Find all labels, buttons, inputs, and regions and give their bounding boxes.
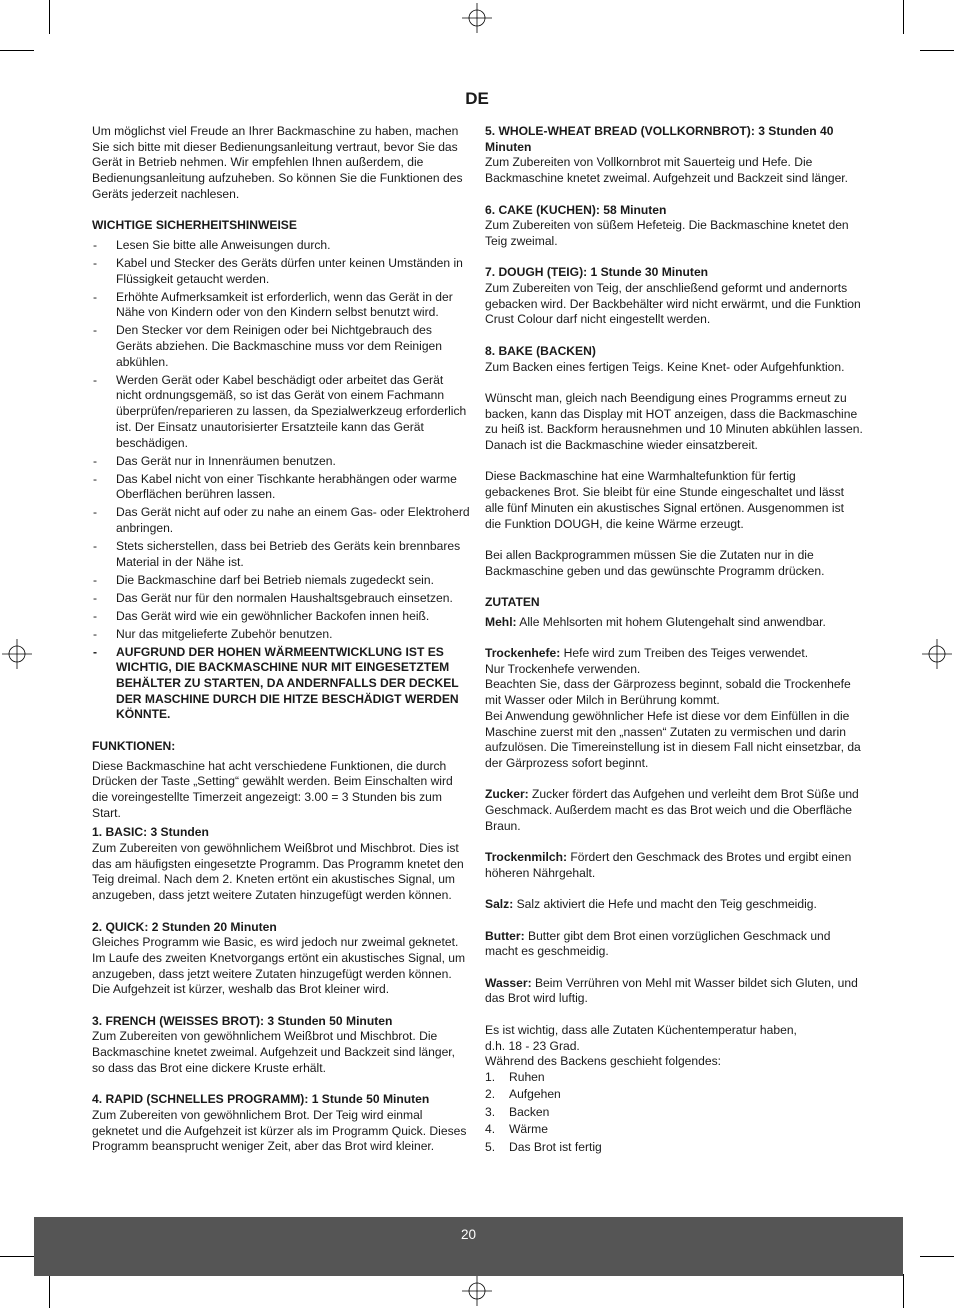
crop-mark [0,50,34,51]
all-programs-note: Bei allen Backprogrammen müssen Sie die Zutaten nur in die Backmaschine geben und das gewünschte Programm drücken. [485,547,825,578]
registration-mark-icon [2,639,32,669]
list-item: - Das Gerät wird wie ein gewöhnlicher Backofen innen heiß. [92,609,470,625]
ingredients-heading: ZUTATEN [485,594,540,609]
step-text: Backen [509,1104,550,1119]
list-item [485,1105,863,1121]
program-text: Zum Zubereiten von gewöhnlichem Brot. Der Teig wird einmal geknetet und die Aufgehzeit ist kürzer als im Programm Quick. Dieses Programm beansprucht weniger Zeit, aber das Brot wird kleiner. [92,1107,467,1154]
program-text: Zum Zubereiten von Vollkornbrot mit Sauerteig und Hefe. Die Backmaschine knetet zweimal. Aufgehzeit und Backzeit sind länger. [485,155,849,186]
step-text: Wärme [509,1122,548,1137]
list-item: - Das Gerät nur in Innenräumen benutzen. [92,454,470,470]
step-number: 1. [485,1069,496,1084]
program-cake [485,203,863,250]
ingredient-text: Hefe wird zum Treiben des Teiges verwendet. Nur Trockenhefe verwenden. Beachten Sie, dass der Gärprozess beginnt, sobald die Trockenhefe mit Wasser oder Milch in Berührung kommt. Bei Anwendung gewöhnlicher Hefe ist diese vor dem Einfüllen in die Maschine zuerst mit den „nassen“ Zutaten zu vermischen und darin aufzulösen. Die Timereinstellung ist in diesem Fall nicht einsetzbar, da der Gärprozess sofort beginnt. [485,646,861,770]
intro-paragraph: Um möglichst viel Freude an Ihrer Backmaschine zu haben, machen Sie sich bitte mit dieser Bedienungsanleitung vertraut, bevor Sie das Gerät in Betrieb nehmen. Wir empfehlen Ihnen außerdem, die Bedienungsanleitung aufzuheben. So können Sie die Funktionen des Geräts jederzeit nachlesen. [92,124,463,201]
program-french [92,1014,470,1077]
warm-note: Diese Backmaschine hat eine Warmhaltefunktion für fertig gebackenes Brot. Sie bleibt für eine Stunde eingeschaltet und lässt alle fünf Minuten ein akustisches Signal ertönen. Ausgenommen ist die Funktion DOUGH, die keine Wärme erzeugt. [485,469,845,531]
left-column [92,124,470,1171]
list-item: - Das Gerät nicht auf oder zu nahe an einem Gas- oder Elektroherd anbringen. [92,505,470,536]
ingredient-term: Salz: [485,897,514,912]
ingredient-text: Salz aktiviert die Hefe und macht den Teig geschmeidig. [513,897,817,912]
program-rapid [92,1092,470,1155]
crop-mark [0,1256,34,1257]
program-title: 3. FRENCH (WEISSES BROT): 3 Stunden 50 Minuten [92,1013,393,1028]
list-item [485,1140,863,1156]
ingredient-text: Alle Mehlsorten mit hohem Glutengehalt sind anwendbar. [516,614,826,629]
ingredient-text: Zucker fördert das Aufgehen und verleiht dem Brot Süße und Geschmack. Außerdem macht es das Brot weich und die Oberfläche Braun. [485,787,859,833]
safety-heading: WICHTIGE SICHERHEITSHINWEISE [92,218,297,233]
program-title: 5. WHOLE-WHEAT BREAD (VOLLKORNBROT): 3 Stunden 40 Minuten [485,124,834,154]
ingredient-text: Butter gibt dem Brot einen vorzüglichen Geschmack und macht es geschmeidig. [485,928,831,959]
program-dough [485,265,863,328]
ingredient-trockenmilch [485,850,863,881]
program-text: Gleiches Programm wie Basic, es wird jedoch nur zweimal geknetet. Im Laufe des zweiten Knetvorgangs ertönt ein akustisches Signal, um anzugeben, dass jetzt weitere Zutaten hinzugefügt werden können. Die Aufgehzeit ist kürzer, weshalb das Brot kleiner wird. [92,935,466,997]
page-number: 20 [460,1227,477,1242]
ingredient-text: Fördert den Geschmack des Brotes und ergibt einen höheren Nährgehalt. [485,850,852,880]
step-number: 4. [485,1122,496,1137]
crop-mark [49,0,50,34]
step-number: 3. [485,1104,496,1119]
step-text: Ruhen [509,1069,545,1084]
functions-intro: Diese Backmaschine hat acht verschiedene Funktionen, die durch Drücken der Taste „Setting“ gewählt werden. Beim Einschalten wird die voreingestellte Timerzeit angezeigt: 3.00 = 3 Stunden bis zum Start. [92,758,453,820]
program-text: Zum Zubereiten von süßem Hefeteig. Die Backmaschine knetet den Teig zweimal. [485,218,849,248]
ingredient-term: Trockenhefe: [485,646,561,661]
process-intro: Während des Backens geschieht folgendes: [485,1054,721,1069]
ingredient-butter [485,929,863,960]
ingredient-mehl [485,615,863,631]
step-text: Aufgehen [509,1087,561,1102]
list-item: - Die Backmaschine darf bei Betrieb niemals zugedeckt sein. [92,573,470,589]
list-item: - Lesen Sie bitte alle Anweisungen durch. [92,238,470,254]
right-column [485,124,863,1157]
safety-warning: - AUFGRUND DER HOHEN WÄRMEENTWICKLUNG IST ES WICHTIG, DIE BACKMASCHINE NUR MIT EINGESETZTEM BEHÄLTER ZU STARTEN, DA ANDERNFALLS DER DECKEL DER MASCHINE DURCH DIE HITZE BESCHÄDIGT WERDEN KÖNNTE. [92,645,470,724]
crop-mark [903,0,904,34]
process-list [485,1070,863,1156]
program-text: Zum Backen eines fertigen Teigs. Keine Knet- oder Aufgehfunktion. [485,359,845,374]
list-item [485,1070,863,1086]
temp-note: Es ist wichtig, dass alle Zutaten Küchentemperatur haben, d.h. 18 - 23 Grad. [485,1022,797,1053]
list-item: - Kabel und Stecker des Geräts dürfen unter keinen Umständen in Flüssigkeit getaucht werden. [92,256,470,287]
program-title: 2. QUICK: 2 Stunden 20 Minuten [92,919,277,934]
program-quick [92,920,470,999]
functions-heading: FUNKTIONEN: [92,738,176,753]
list-item [485,1087,863,1103]
registration-mark-icon [922,639,952,669]
step-text: Das Brot ist fertig [509,1139,602,1154]
step-number: 2. [485,1087,496,1102]
registration-mark-icon [462,1276,492,1306]
crop-mark [49,1274,50,1308]
list-item: - Nur das mitgelieferte Zubehör benutzen. [92,627,470,643]
registration-mark-icon [462,3,492,33]
program-basic [92,825,470,904]
program-text: Zum Zubereiten von gewöhnlichem Weißbrot und Mischbrot. Dies ist das am häufigsten eingesetzte Programm. Das Programm knetet den Teig dreimal. Nach dem 2. Kneten ertönt ein akustisches Signal, um anzugeben, dass jetzt weitere Zutaten hinzugefügt werden können. [92,841,464,903]
ingredient-wasser [485,976,863,1007]
program-title: 1. BASIC: 3 Stunden [92,825,209,840]
program-title: 4. RAPID (SCHNELLES PROGRAMM): 1 Stunde 50 Minuten [92,1092,430,1107]
ingredient-salz [485,897,863,913]
program-title: 8. BAKE (BACKEN) [485,343,596,358]
list-item: - Das Kabel nicht von einer Tischkante herabhängen oder warme Oberflächen berühren lassen. [92,472,470,503]
crop-mark [903,1274,904,1308]
step-number: 5. [485,1139,496,1154]
list-item [485,1122,863,1138]
list-item: - Stets sicherstellen, dass bei Betrieb des Geräts kein brennbares Material in der Nähe ist. [92,539,470,570]
ingredient-zucker [485,787,863,834]
program-text: Zum Zubereiten von Teig, der anschließend geformt und andernorts gebacken wird. Der Backbehälter wird nicht erwärmt, und die Funktion Crust Colour darf nicht eingestellt werden. [485,281,861,327]
ingredient-term: Butter: [485,928,525,943]
ingredient-term: Wasser: [485,975,532,990]
program-whole-wheat [485,124,863,187]
list-item: - Werden Gerät oder Kabel beschädigt oder arbeitet das Gerät nicht ordnungsgemäß, so ist das Gerät von einem Fachmann überprüfen/reparieren zu lassen, da Spezialwerkzeug erforderlich ist. Der Einsatz unautorisierter Ersatzteile kann das Gerät beschädigen. [92,373,470,452]
hot-note: Wünscht man, gleich nach Beendigung eines Programms erneut zu backen, kann das Display mit HOT anzeigen, dass die Backmaschine zu heiß ist. Backform herausnehmen und 10 Minuten abkühlen lassen. Danach ist die Backmaschine wieder einsatzbereit. [485,390,863,452]
ingredient-term: Mehl: [485,614,517,629]
program-text: Zum Zubereiten von gewöhnlichem Weißbrot und Mischbrot. Die Backmaschine knetet zweimal. Aufgehzeit und Backzeit sind länger, so dass das Brot eine dickere Kruste erhält. [92,1029,456,1075]
list-item: - Das Gerät nur für den normalen Haushaltsgebrauch einsetzen. [92,591,470,607]
ingredient-trockenhefe [485,646,863,772]
program-bake [485,344,863,375]
ingredient-term: Trockenmilch: [485,850,567,865]
ingredient-term: Zucker: [485,787,529,802]
footer-bar [34,1217,903,1276]
list-item: - Erhöhte Aufmerksamkeit ist erforderlich, wenn das Gerät in der Nähe von Kindern oder von den Kindern selbst benutzt wird. [92,290,470,321]
language-code: DE [465,89,489,108]
safety-list [92,238,470,723]
list-item: - Den Stecker vor dem Reinigen oder bei Nichtgebrauch des Geräts abziehen. Die Backmaschine muss vor dem Reinigen abkühlen. [92,323,470,370]
crop-mark [920,50,954,51]
program-title: 7. DOUGH (TEIG): 1 Stunde 30 Minuten [485,265,709,280]
program-title: 6. CAKE (KUCHEN): 58 Minuten [485,202,667,217]
ingredient-text: Beim Verrühren von Mehl mit Wasser bildet sich Gluten, und das Brot wird luftig. [485,975,858,1006]
crop-mark [920,1256,954,1257]
